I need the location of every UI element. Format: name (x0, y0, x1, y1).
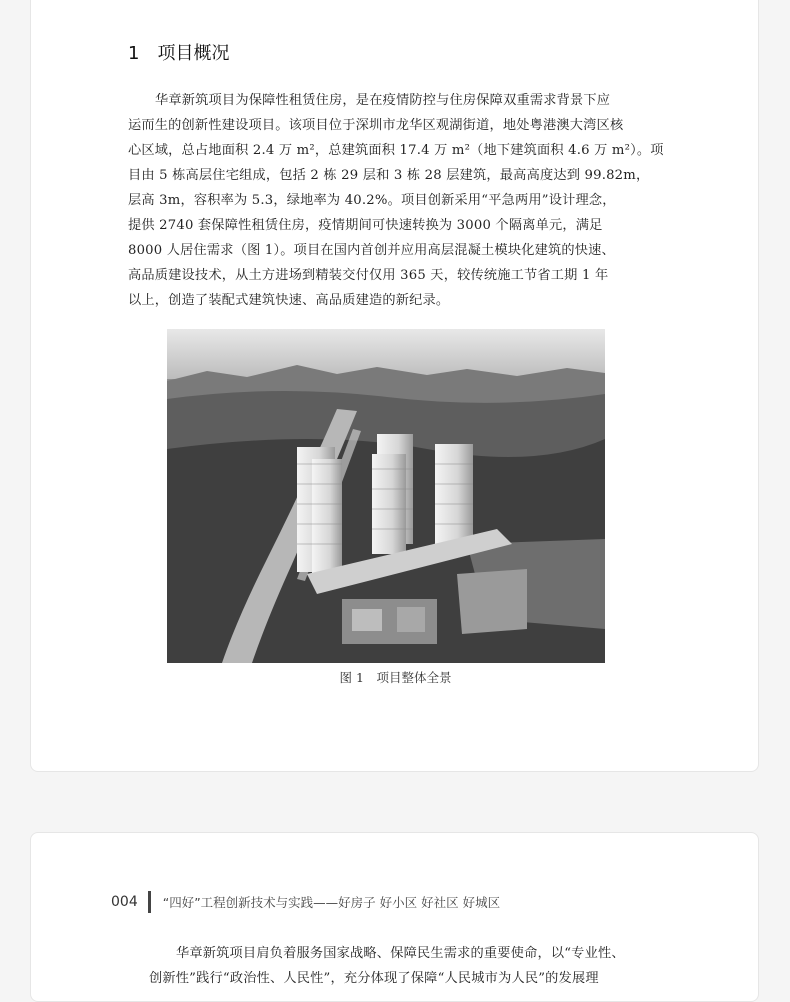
header-divider (148, 891, 151, 913)
text-line: 心区域，总占地面积 2.4 万 m²，总建筑面积 17.4 万 m²（地下建筑面积 4.6 万 m²）。项 (128, 143, 664, 158)
section-heading (128, 39, 229, 65)
body-paragraph (149, 941, 669, 991)
text-line: 以上，创造了装配式建筑快速、高品质建造的新纪录。 (128, 293, 450, 308)
project-panorama-photo (167, 329, 605, 663)
text-line: 目由 5 栋高层住宅组成，包括 2 栋 29 层和 3 栋 28 层建筑，最高高度达到 99.82m， (128, 168, 650, 183)
figure-caption: 图 1 项目整体全景 (339, 670, 452, 685)
text-line: 提供 2740 套保障性租赁住房，疫情期间可快速转换为 3000 个隔离单元，满足 (128, 218, 603, 233)
text-line: 创新性”践行“政治性、人民性”，充分体现了保障“人民城市为人民”的发展理 (149, 971, 599, 986)
text-line: 高品质建设技术，从土方进场到精装交付仅用 365 天，较传统施工节省工期 1 年 (128, 268, 609, 283)
text-line: 运而生的创新性建设项目。该项目位于深圳市龙华区观湖街道，地处粤港澳大湾区核 (128, 118, 624, 133)
body-paragraph (128, 88, 664, 313)
section-title: 项目概况 (157, 43, 230, 64)
text-line: 8000 人居住需求（图 1）。项目在国内首创并应用高层混凝土模块化建筑的快速、 (128, 243, 615, 258)
page-number: 004 (111, 894, 138, 910)
section-number: 1 (128, 43, 140, 64)
running-header (111, 891, 500, 913)
text-line: 华章新筑项目肩负着服务国家战略、保障民生需求的重要使命，以“专业性、 (176, 946, 625, 961)
text-line: 华章新筑项目为保障性租赁住房，是在疫情防控与住房保障双重需求背景下应 (155, 93, 611, 108)
document-page-2 (30, 832, 759, 1002)
document-page-1 (30, 0, 759, 772)
text-line: 层高 3m，容积率为 5.3，绿地率为 40.2%。项目创新采用“平急两用”设计理念， (128, 193, 616, 208)
running-head-title: “四好”工程创新技术与实践——好房子 好小区 好社区 好城区 (162, 895, 501, 910)
aerial-photo-illustration (167, 329, 605, 663)
